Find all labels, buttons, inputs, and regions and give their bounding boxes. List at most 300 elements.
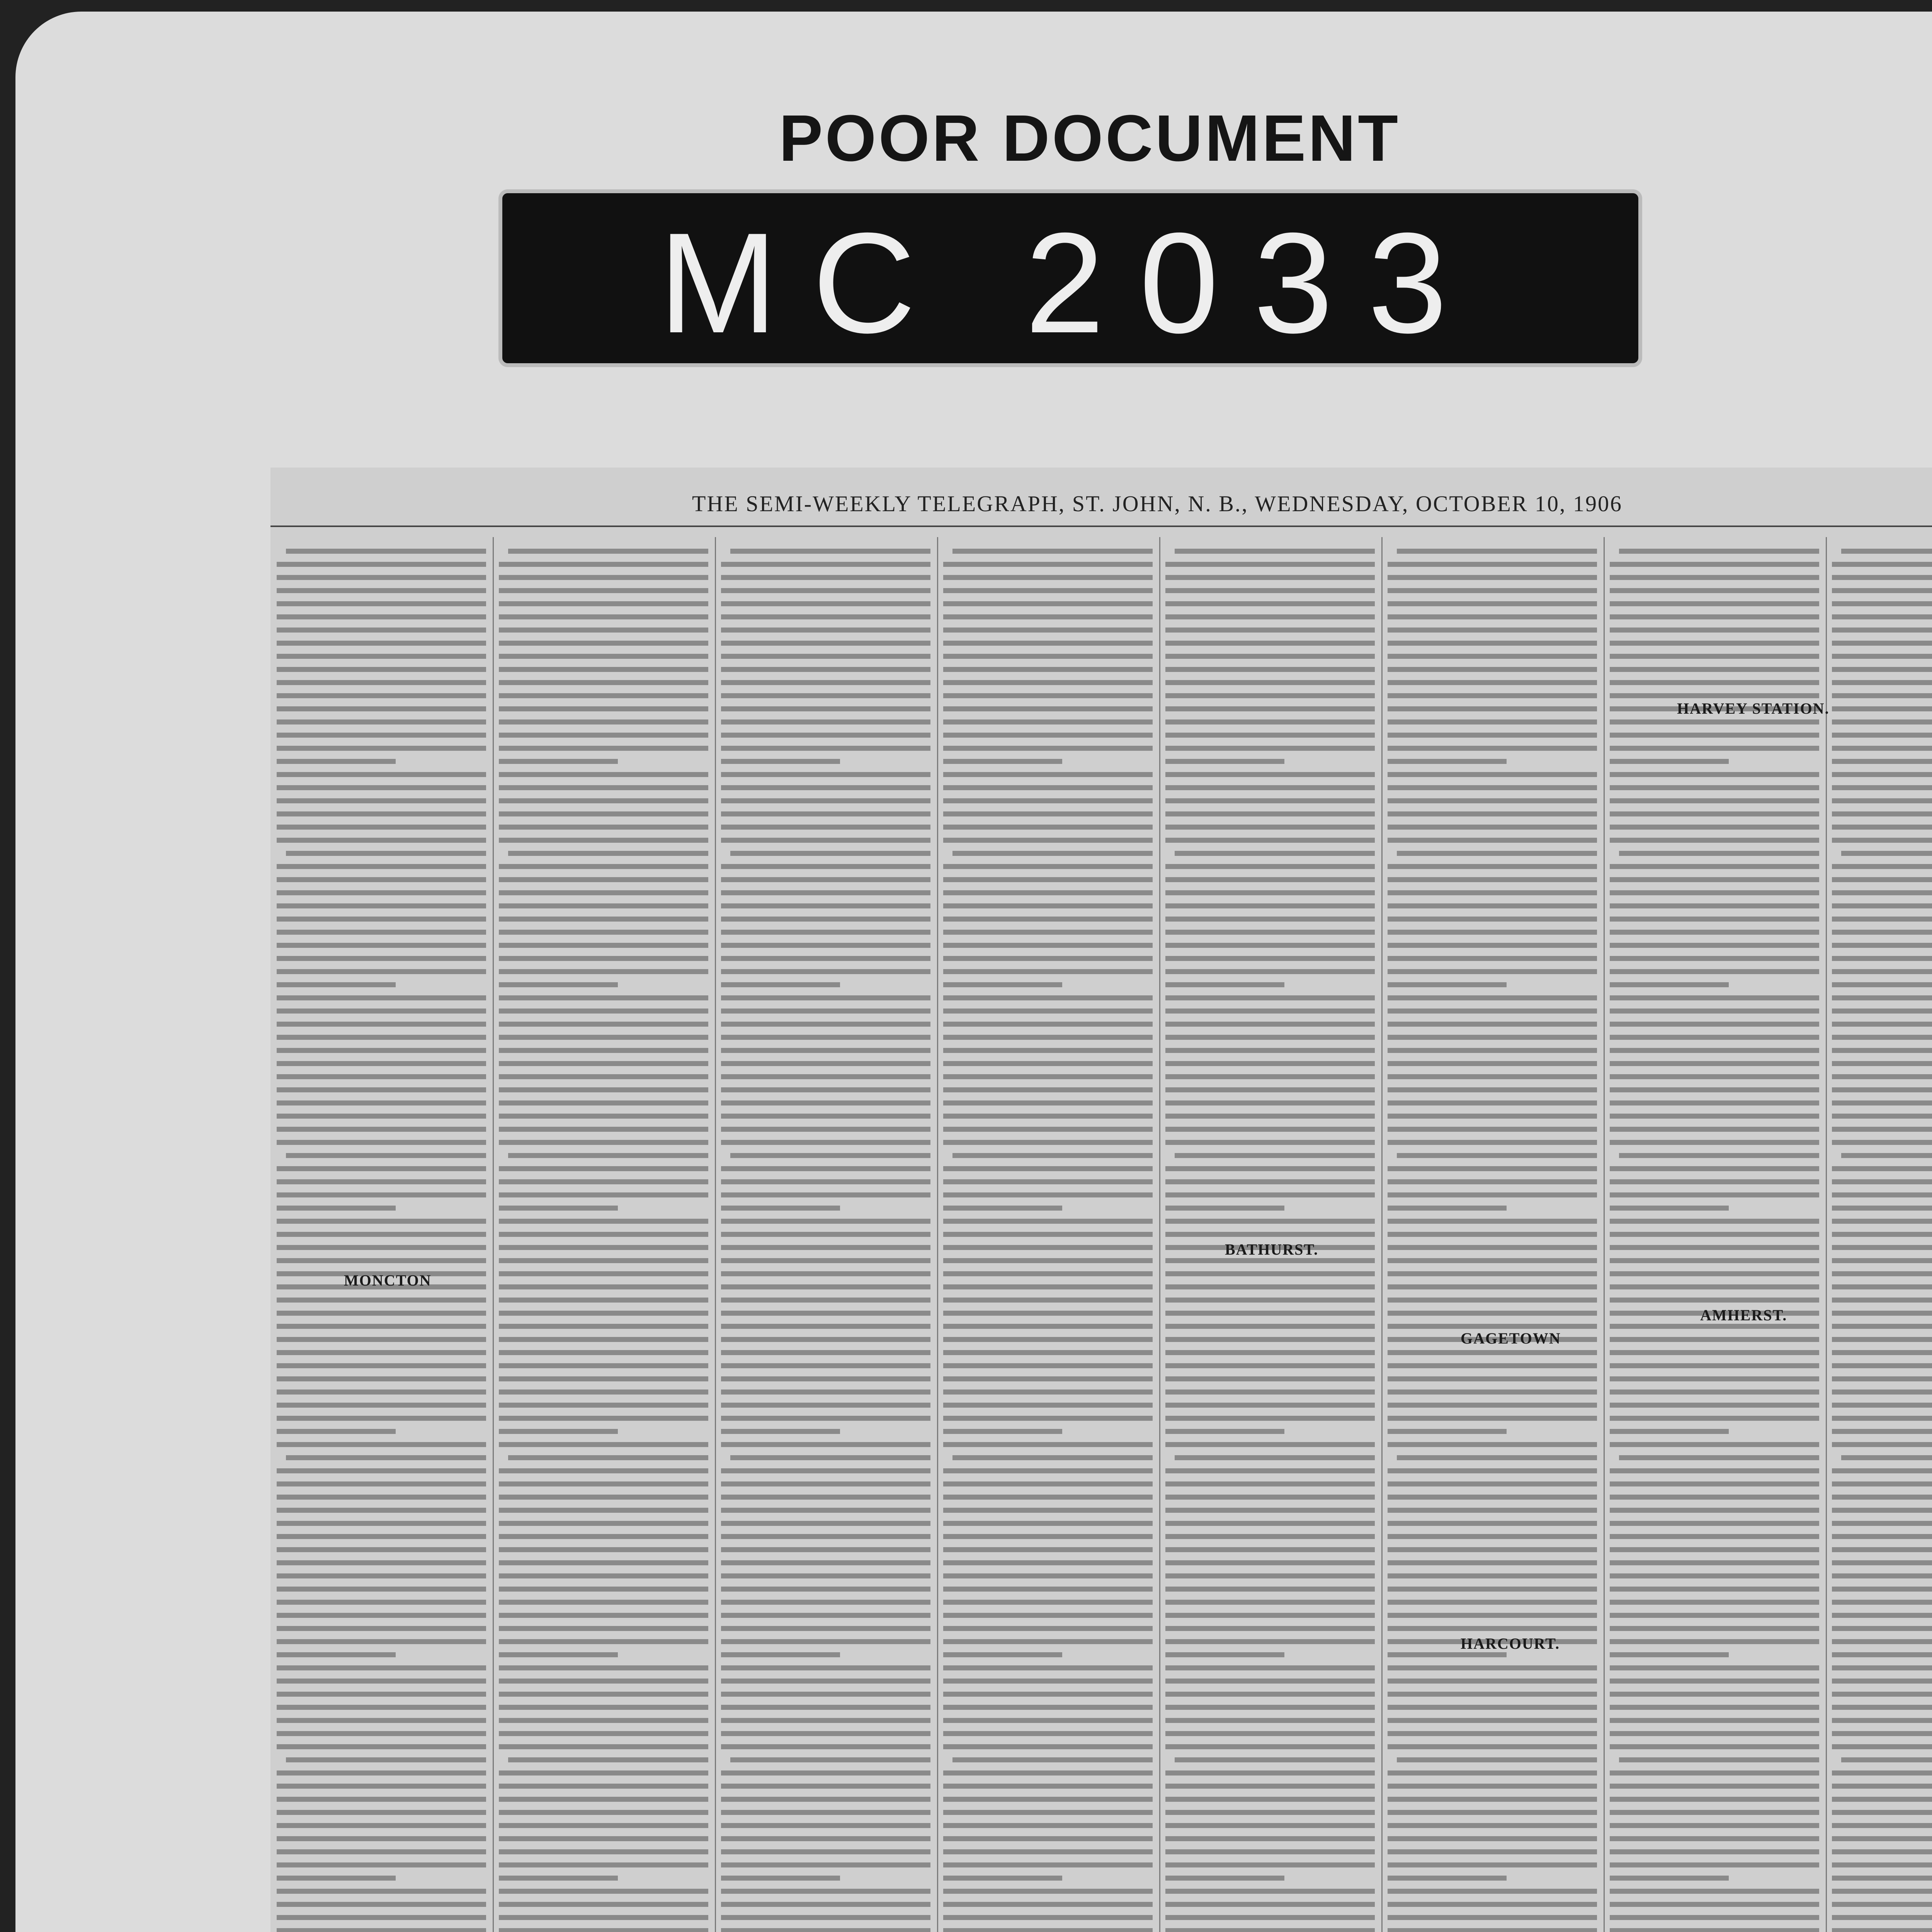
- text-line-placeholder: [277, 1876, 396, 1881]
- text-line-placeholder: [499, 903, 708, 908]
- text-line-placeholder: [277, 772, 486, 777]
- text-line-placeholder: [499, 1416, 708, 1421]
- text-line-placeholder: [1165, 1889, 1375, 1894]
- text-line-placeholder: [1388, 1508, 1597, 1513]
- text-line-placeholder: [943, 1389, 1153, 1395]
- column-rule: [937, 537, 938, 1932]
- text-line-placeholder: [1610, 838, 1819, 843]
- text-line-placeholder: [1610, 1823, 1819, 1828]
- text-line-placeholder: [277, 838, 486, 843]
- text-line-placeholder: [277, 811, 486, 816]
- text-line-placeholder: [1832, 575, 1932, 580]
- text-line-placeholder: [1832, 1692, 1932, 1697]
- text-line-placeholder: [277, 1363, 486, 1368]
- text-line-placeholder: [277, 1258, 486, 1263]
- text-line-placeholder: [721, 838, 930, 843]
- text-line-placeholder: [1832, 1547, 1932, 1552]
- text-line-placeholder: [1388, 969, 1597, 974]
- text-line-placeholder: [277, 1087, 486, 1092]
- text-line-placeholder: [1165, 877, 1375, 882]
- text-line-placeholder: [1388, 917, 1597, 922]
- text-line-placeholder: [943, 877, 1153, 882]
- text-line-placeholder: [1165, 1468, 1375, 1473]
- text-line-placeholder: [1175, 549, 1375, 554]
- text-line-placeholder: [1388, 1035, 1597, 1040]
- text-line-placeholder: [1165, 1823, 1375, 1828]
- text-line-placeholder: [499, 1100, 708, 1105]
- text-line-placeholder: [1610, 1087, 1819, 1092]
- text-line-placeholder: [499, 1889, 708, 1894]
- text-line-placeholder: [943, 1639, 1153, 1644]
- text-line-placeholder: [1610, 1048, 1819, 1053]
- text-line-placeholder: [499, 969, 708, 974]
- text-line-placeholder: [1165, 956, 1375, 961]
- text-line-placeholder: [943, 1902, 1153, 1907]
- text-line-placeholder: [943, 1836, 1153, 1841]
- text-line-placeholder: [1832, 1862, 1932, 1867]
- column-rule: [1159, 537, 1160, 1932]
- text-line-placeholder: [277, 1797, 486, 1802]
- text-line-placeholder: [277, 903, 486, 908]
- text-line-placeholder: [943, 1797, 1153, 1802]
- text-line-placeholder: [1832, 562, 1932, 567]
- text-line-placeholder: [1388, 1468, 1597, 1473]
- text-line-placeholder: [1832, 1573, 1932, 1578]
- text-line-placeholder: [499, 1705, 708, 1710]
- text-line-placeholder: [721, 601, 930, 606]
- text-line-placeholder: [721, 1192, 930, 1197]
- text-line-placeholder: [1832, 1560, 1932, 1565]
- text-line-placeholder: [1832, 1442, 1932, 1447]
- text-line-placeholder: [1610, 733, 1819, 738]
- text-line-placeholder: [499, 1692, 708, 1697]
- text-line-placeholder: [1610, 1324, 1819, 1329]
- text-line-placeholder: [943, 1770, 1153, 1776]
- text-line-placeholder: [1832, 667, 1932, 672]
- text-line-placeholder: [1388, 772, 1597, 777]
- text-line-placeholder: [277, 995, 486, 1000]
- text-line-placeholder: [721, 890, 930, 895]
- text-line-placeholder: [1165, 680, 1375, 685]
- text-line-placeholder: [1610, 890, 1819, 895]
- text-line-placeholder: [277, 1403, 486, 1408]
- text-line-placeholder: [721, 1271, 930, 1276]
- text-line-placeholder: [1619, 1153, 1819, 1158]
- text-line-placeholder: [1610, 969, 1819, 974]
- text-line-placeholder: [1610, 1232, 1819, 1237]
- text-line-placeholder: [499, 890, 708, 895]
- text-line-placeholder: [1388, 1889, 1597, 1894]
- text-line-placeholder: [1610, 1219, 1819, 1224]
- text-line-placeholder: [1832, 1363, 1932, 1368]
- text-line-placeholder: [721, 1692, 930, 1697]
- text-line-placeholder: [277, 1074, 486, 1079]
- text-line-placeholder: [1832, 746, 1932, 751]
- text-line-placeholder: [1610, 1468, 1819, 1473]
- heading-amherst: AMHERST.: [1700, 1306, 1787, 1324]
- text-line-placeholder: [1388, 1442, 1597, 1447]
- text-line-placeholder: [1610, 693, 1819, 698]
- text-line-placeholder: [721, 1179, 930, 1184]
- text-line-placeholder: [721, 628, 930, 633]
- text-line-placeholder: [277, 1587, 486, 1592]
- text-line-placeholder: [721, 1495, 930, 1500]
- text-line-placeholder: [721, 1376, 930, 1381]
- text-line-placeholder: [1610, 1298, 1819, 1303]
- text-line-placeholder: [277, 1889, 486, 1894]
- text-line-placeholder: [1832, 930, 1932, 935]
- text-line-placeholder: [277, 680, 486, 685]
- text-line-placeholder: [499, 1127, 708, 1132]
- text-line-placeholder: [1610, 1100, 1819, 1105]
- text-line-placeholder: [1832, 1731, 1932, 1736]
- text-line-placeholder: [1832, 864, 1932, 869]
- text-line-placeholder: [721, 1705, 930, 1710]
- text-line-placeholder: [508, 1455, 708, 1460]
- text-line-placeholder: [1610, 1350, 1819, 1355]
- text-line-placeholder: [1832, 1797, 1932, 1802]
- text-line-placeholder: [277, 1219, 486, 1224]
- text-line-placeholder: [1610, 1416, 1819, 1421]
- text-line-placeholder: [1388, 1560, 1597, 1565]
- text-line-placeholder: [1832, 1889, 1932, 1894]
- text-line-placeholder: [1388, 601, 1597, 606]
- text-line-placeholder: [721, 1100, 930, 1105]
- text-line-placeholder: [1388, 1915, 1597, 1920]
- text-line-placeholder: [1619, 549, 1819, 554]
- text-line-placeholder: [1165, 772, 1375, 777]
- text-line-placeholder: [943, 1140, 1153, 1145]
- text-line-placeholder: [721, 614, 930, 619]
- text-line-placeholder: [721, 1547, 930, 1552]
- text-line-placeholder: [277, 1784, 486, 1789]
- text-line-placeholder: [1610, 1862, 1819, 1867]
- text-line-placeholder: [277, 1573, 486, 1578]
- text-line-placeholder: [730, 851, 930, 856]
- text-line-placeholder: [277, 1613, 486, 1618]
- text-line-placeholder: [1832, 811, 1932, 816]
- text-line-placeholder: [721, 1337, 930, 1342]
- text-line-placeholder: [1388, 1232, 1597, 1237]
- text-line-placeholder: [1165, 1534, 1375, 1539]
- text-line-placeholder: [1832, 1337, 1932, 1342]
- text-line-placeholder: [1165, 1902, 1375, 1907]
- text-line-placeholder: [943, 1192, 1153, 1197]
- text-line-placeholder: [277, 1836, 486, 1841]
- text-line-placeholder: [943, 1074, 1153, 1079]
- text-line-placeholder: [1165, 1311, 1375, 1316]
- text-line-placeholder: [1610, 1547, 1819, 1552]
- text-line-placeholder: [1388, 1692, 1597, 1697]
- text-line-placeholder: [1610, 680, 1819, 685]
- text-line-placeholder: [1610, 1521, 1819, 1526]
- text-line-placeholder: [277, 798, 486, 803]
- text-line-placeholder: [943, 995, 1153, 1000]
- text-line-placeholder: [1832, 943, 1932, 948]
- text-line-placeholder: [1388, 1573, 1597, 1578]
- text-line-placeholder: [1165, 601, 1375, 606]
- text-line-placeholder: [277, 628, 486, 633]
- text-line-placeholder: [1388, 562, 1597, 567]
- text-line-placeholder: [499, 1547, 708, 1552]
- text-line-placeholder: [277, 1508, 486, 1513]
- text-line-placeholder: [1165, 1705, 1375, 1710]
- text-line-placeholder: [721, 1718, 930, 1723]
- text-line-placeholder: [499, 1731, 708, 1736]
- text-line-placeholder: [1165, 1192, 1375, 1197]
- text-line-placeholder: [1388, 838, 1597, 843]
- text-line-placeholder: [1832, 1468, 1932, 1473]
- text-line-placeholder: [943, 1284, 1153, 1289]
- text-line-placeholder: [1165, 1389, 1375, 1395]
- text-line-placeholder: [1832, 1035, 1932, 1040]
- text-line-placeholder: [1165, 1508, 1375, 1513]
- text-line-placeholder: [721, 1508, 930, 1513]
- column-rule: [1604, 537, 1605, 1932]
- text-line-placeholder: [277, 759, 396, 764]
- text-line-placeholder: [943, 1298, 1153, 1303]
- text-line-placeholder: [1165, 917, 1375, 922]
- text-line-placeholder: [1832, 1114, 1932, 1119]
- text-line-placeholder: [952, 1455, 1153, 1460]
- text-line-placeholder: [1610, 1009, 1819, 1014]
- text-line-placeholder: [1832, 1587, 1932, 1592]
- text-line-placeholder: [286, 1455, 486, 1460]
- text-line-placeholder: [277, 1127, 486, 1132]
- text-line-placeholder: [1610, 1902, 1819, 1907]
- text-line-placeholder: [730, 1153, 930, 1158]
- text-line-placeholder: [1165, 1350, 1375, 1355]
- text-line-placeholder: [1832, 1061, 1932, 1066]
- text-line-placeholder: [1388, 1481, 1597, 1486]
- text-line-placeholder: [1388, 1087, 1597, 1092]
- text-line-placeholder: [286, 851, 486, 856]
- text-line-placeholder: [1610, 1403, 1819, 1408]
- text-line-placeholder: [277, 930, 486, 935]
- text-line-placeholder: [1610, 1337, 1819, 1342]
- text-line-placeholder: [277, 1770, 486, 1776]
- text-line-placeholder: [277, 1639, 486, 1644]
- text-line-placeholder: [730, 1455, 930, 1460]
- text-line-placeholder: [1388, 706, 1597, 711]
- scanned-sheet: [15, 12, 1932, 1932]
- text-line-placeholder: [943, 575, 1153, 580]
- text-line-placeholder: [1832, 1928, 1932, 1932]
- text-line-placeholder: [1388, 1810, 1597, 1815]
- text-line-placeholder: [499, 1048, 708, 1053]
- column-3: [719, 537, 935, 1932]
- text-line-placeholder: [1832, 588, 1932, 593]
- text-line-placeholder: [277, 1731, 486, 1736]
- text-line-placeholder: [943, 903, 1153, 908]
- text-line-placeholder: [1165, 1613, 1375, 1618]
- text-line-placeholder: [1165, 614, 1375, 619]
- text-line-placeholder: [1832, 1048, 1932, 1053]
- text-line-placeholder: [1165, 930, 1375, 935]
- text-line-placeholder: [721, 1770, 930, 1776]
- text-line-placeholder: [1165, 1337, 1375, 1342]
- column-7: [1607, 537, 1824, 1932]
- text-line-placeholder: [1388, 1389, 1597, 1395]
- text-line-placeholder: [943, 1048, 1153, 1053]
- text-line-placeholder: [499, 1192, 708, 1197]
- text-line-placeholder: [1610, 1363, 1819, 1368]
- text-line-placeholder: [1165, 1009, 1375, 1014]
- text-line-placeholder: [721, 706, 930, 711]
- text-line-placeholder: [1832, 1179, 1932, 1184]
- text-line-placeholder: [277, 1481, 486, 1486]
- text-line-placeholder: [1832, 1481, 1932, 1486]
- text-line-placeholder: [277, 1140, 486, 1145]
- text-line-placeholder: [1388, 798, 1597, 803]
- text-line-placeholder: [721, 575, 930, 580]
- text-line-placeholder: [1832, 1679, 1932, 1684]
- text-line-placeholder: [1610, 1692, 1819, 1697]
- text-line-placeholder: [1165, 1547, 1375, 1552]
- text-line-placeholder: [1165, 1035, 1375, 1040]
- text-line-placeholder: [721, 982, 840, 987]
- text-line-placeholder: [1610, 1915, 1819, 1920]
- text-line-placeholder: [277, 601, 486, 606]
- text-line-placeholder: [277, 1429, 396, 1434]
- text-line-placeholder: [508, 1757, 708, 1762]
- text-line-placeholder: [1832, 1823, 1932, 1828]
- text-line-placeholder: [1610, 1481, 1819, 1486]
- text-line-placeholder: [1832, 785, 1932, 790]
- text-line-placeholder: [499, 1836, 708, 1841]
- text-line-placeholder: [277, 1862, 486, 1867]
- text-line-placeholder: [943, 1560, 1153, 1565]
- text-line-placeholder: [1610, 1836, 1819, 1841]
- text-line-placeholder: [1165, 1915, 1375, 1920]
- text-line-placeholder: [1165, 746, 1375, 751]
- text-line-placeholder: [277, 864, 486, 869]
- text-line-placeholder: [943, 1022, 1153, 1027]
- text-line-placeholder: [277, 575, 486, 580]
- text-line-placeholder: [943, 706, 1153, 711]
- text-line-placeholder: [1388, 1902, 1597, 1907]
- text-line-placeholder: [499, 1311, 708, 1316]
- text-line-placeholder: [721, 1639, 930, 1644]
- column-2: [497, 537, 713, 1932]
- text-line-placeholder: [943, 890, 1153, 895]
- text-line-placeholder: [499, 1232, 708, 1237]
- text-line-placeholder: [499, 1508, 708, 1513]
- text-line-placeholder: [499, 877, 708, 882]
- text-line-placeholder: [499, 1271, 708, 1276]
- text-line-placeholder: [499, 1429, 618, 1434]
- text-line-placeholder: [277, 1416, 486, 1421]
- text-line-placeholder: [1165, 890, 1375, 895]
- text-line-placeholder: [721, 654, 930, 659]
- text-line-placeholder: [943, 614, 1153, 619]
- text-line-placeholder: [943, 1915, 1153, 1920]
- text-line-placeholder: [499, 680, 708, 685]
- text-line-placeholder: [499, 1324, 708, 1329]
- text-line-placeholder: [1610, 1889, 1819, 1894]
- text-line-placeholder: [943, 693, 1153, 698]
- text-line-placeholder: [943, 1127, 1153, 1132]
- text-line-placeholder: [943, 1206, 1062, 1211]
- text-line-placeholder: [277, 785, 486, 790]
- text-line-placeholder: [499, 1876, 618, 1881]
- text-line-placeholder: [1388, 982, 1507, 987]
- text-line-placeholder: [1397, 1455, 1597, 1460]
- text-line-placeholder: [1165, 1087, 1375, 1092]
- text-line-placeholder: [1388, 1495, 1597, 1500]
- text-line-placeholder: [1388, 943, 1597, 948]
- text-line-placeholder: [943, 772, 1153, 777]
- text-line-placeholder: [1610, 1600, 1819, 1605]
- text-line-placeholder: [943, 1876, 1062, 1881]
- text-line-placeholder: [721, 680, 930, 685]
- text-line-placeholder: [1388, 1311, 1597, 1316]
- text-line-placeholder: [1832, 1665, 1932, 1670]
- text-line-placeholder: [1832, 628, 1932, 633]
- text-line-placeholder: [943, 1311, 1153, 1316]
- text-line-placeholder: [1165, 1324, 1375, 1329]
- text-line-placeholder: [1388, 680, 1597, 685]
- text-line-placeholder: [1388, 1600, 1597, 1605]
- text-line-placeholder: [1388, 1403, 1597, 1408]
- text-line-placeholder: [1610, 1770, 1819, 1776]
- text-line-placeholder: [1165, 1258, 1375, 1263]
- text-line-placeholder: [1388, 1206, 1507, 1211]
- text-line-placeholder: [1165, 1797, 1375, 1802]
- text-line-placeholder: [721, 733, 930, 738]
- text-line-placeholder: [721, 1363, 930, 1368]
- text-line-placeholder: [1610, 759, 1729, 764]
- text-line-placeholder: [1610, 1508, 1819, 1513]
- text-line-placeholder: [499, 614, 708, 619]
- column-rule: [1381, 537, 1383, 1932]
- text-line-placeholder: [1610, 1495, 1819, 1500]
- text-line-placeholder: [277, 1376, 486, 1381]
- text-line-placeholder: [1165, 1429, 1284, 1434]
- text-line-placeholder: [277, 1192, 486, 1197]
- text-line-placeholder: [1832, 641, 1932, 646]
- text-line-placeholder: [1388, 1429, 1507, 1434]
- text-line-placeholder: [1610, 1284, 1819, 1289]
- text-line-placeholder: [277, 1324, 486, 1329]
- text-line-placeholder: [1397, 851, 1597, 856]
- text-line-placeholder: [943, 1035, 1153, 1040]
- text-line-placeholder: [1388, 719, 1597, 724]
- text-line-placeholder: [1832, 614, 1932, 619]
- text-line-placeholder: [1388, 628, 1597, 633]
- text-line-placeholder: [1165, 1652, 1284, 1657]
- text-line-placeholder: [1610, 995, 1819, 1000]
- text-line-placeholder: [277, 719, 486, 724]
- text-line-placeholder: [1165, 1127, 1375, 1132]
- text-line-placeholder: [943, 588, 1153, 593]
- column-5: [1163, 537, 1379, 1932]
- text-line-placeholder: [943, 562, 1153, 567]
- text-line-placeholder: [1388, 890, 1597, 895]
- text-line-placeholder: [1388, 693, 1597, 698]
- text-line-placeholder: [499, 1679, 708, 1684]
- text-line-placeholder: [277, 982, 396, 987]
- text-line-placeholder: [1832, 1836, 1932, 1841]
- text-line-placeholder: [1165, 1061, 1375, 1066]
- text-line-placeholder: [730, 549, 930, 554]
- text-line-placeholder: [1610, 798, 1819, 803]
- text-line-placeholder: [1832, 1718, 1932, 1723]
- text-line-placeholder: [1165, 654, 1375, 659]
- text-line-placeholder: [1165, 1114, 1375, 1119]
- text-line-placeholder: [1388, 1140, 1597, 1145]
- text-line-placeholder: [1397, 1153, 1597, 1158]
